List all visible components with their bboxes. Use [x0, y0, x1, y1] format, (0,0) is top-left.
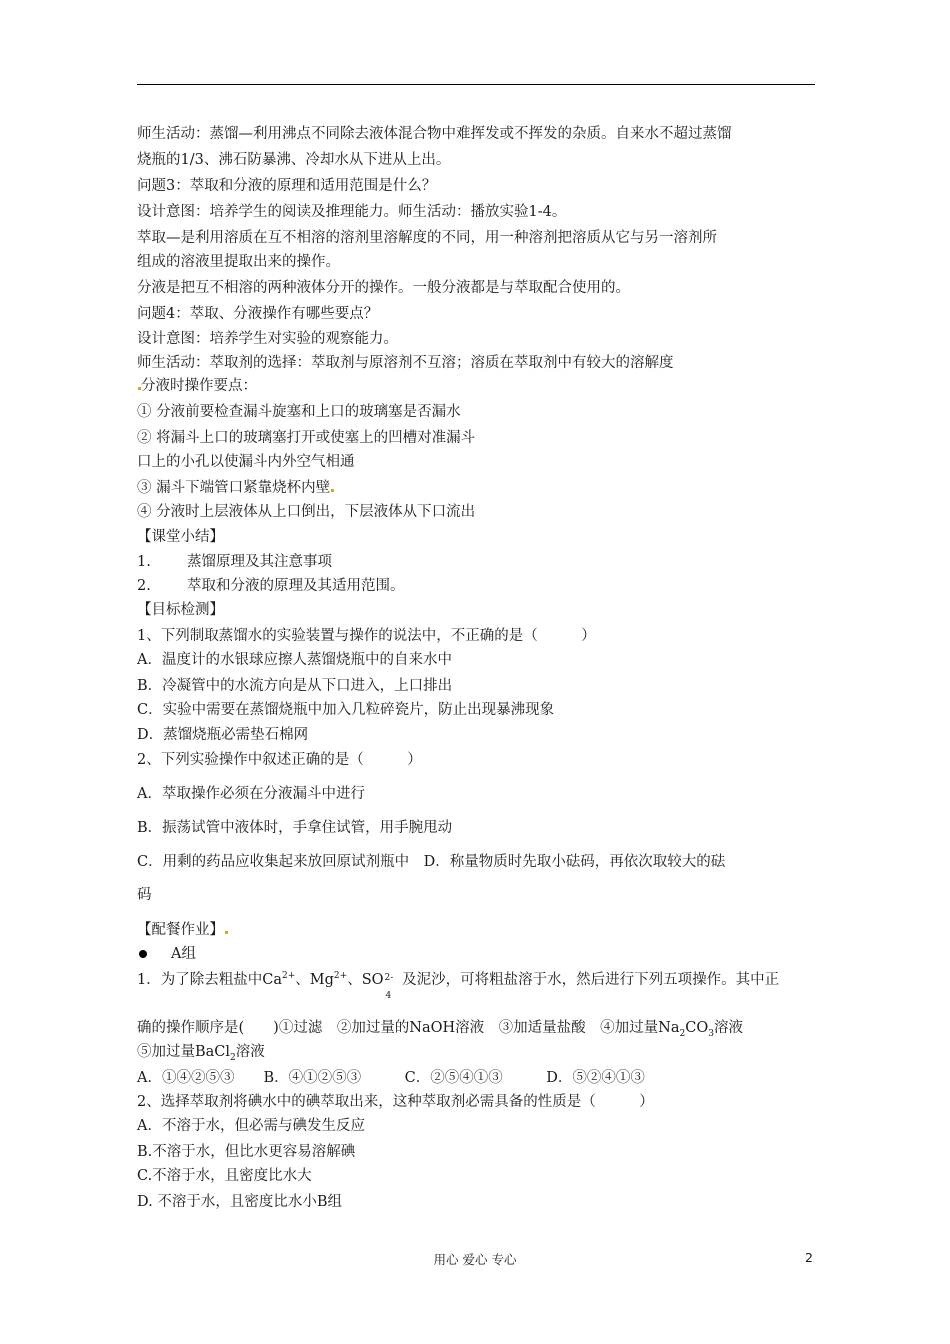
text-line: 设计意图：培养学生对实验的观察能力。 [137, 331, 398, 347]
list-item: 1. 蒸馏原理及其注意事项 [137, 554, 332, 570]
option: A．萃取操作必须在分液漏斗中进行 [137, 786, 365, 802]
text-line: 萃取—是利用溶质在互不相溶的溶剂里溶解度的不同，用一种溶剂把溶质从它与另一溶剂所 [137, 230, 717, 246]
text-line: 确的操作顺序是( )①过滤 ②加过量的NaOH溶液 ③加适量盐酸 ④加过量$Na_2CO_3$溶液 [137, 1020, 743, 1039]
page-number: 2 [805, 1250, 813, 1265]
question: 2、选择萃取剂将碘水中的碘萃取出来，这种萃取剂必需具备的性质是（ ） [137, 1094, 654, 1110]
text-line: 设计意图：培养学生的阅读及推理能力。师生活动：播放实验1-4。 [137, 204, 567, 220]
question: 1、下列制取蒸馏水的实验装置与操作的说法中，不正确的是（ ） [137, 628, 596, 644]
option: D．蒸馏烧瓶必需垫石棉网 [137, 727, 309, 743]
option: C.不溶于水，且密度比水大 [137, 1168, 312, 1184]
text-line: ⑤加过量BaCl$_2$溶液 [137, 1044, 265, 1063]
section-heading: 【课堂小结】 [137, 529, 224, 545]
small-dot-mark [225, 931, 228, 934]
list-item: ② 将漏斗上口的玻璃塞打开或使塞上的凹槽对准漏斗 [137, 430, 476, 446]
option: B.不溶于水，但比水更容易溶解碘 [137, 1144, 356, 1160]
option: C．用剩的药品应收集起来放回原试剂瓶中 D．称量物质时先取小砝码，再依次取较大的砝 [137, 854, 726, 870]
text-line: 烧瓶的1/3、沸石防暴沸、冷却水从下进从上出。 [137, 152, 451, 168]
text-line: 组成的溶液里提取出来的操作。 [137, 254, 340, 270]
text-line: 问题4：萃取、分液操作有哪些要点？ [137, 306, 379, 322]
text-line: 码 [137, 887, 152, 903]
text-line: 师生活动：萃取剂的选择：萃取剂与原溶剂不互溶；溶质在萃取剂中有较大的溶解度 [137, 355, 674, 371]
list-item: 2. 萃取和分液的原理及其适用范围。 [137, 578, 405, 594]
list-item: ① 分液前要检查漏斗旋塞和上口的玻璃塞是否漏水 [137, 404, 461, 420]
option: C．实验中需要在蒸馏烧瓶中加入几粒碎瓷片，防止出现暴沸现象 [137, 702, 555, 718]
list-item: ④ 分液时上层液体从上口倒出，下层液体从下口流出 [137, 504, 476, 520]
question: 1．为了除去粗盐中$Ca^{2+}$、$Mg^{2+}$、SO 2- 4 及泥沙，可将粗盐溶于水，然后进行下列五项操作。其中正 [137, 971, 780, 1001]
list-item: 口上的小孔以使漏斗内外空气相通 [137, 454, 355, 470]
page-footer: 用心 爱心 专心 [433, 1252, 517, 1267]
text-line: 师生活动：蒸馏—利用沸点不同除去液体混合物中难挥发或不挥发的杂质。自来水不超过蒸馏 [137, 126, 732, 142]
option: A．不溶于水，但必需与碘发生反应 [137, 1118, 365, 1134]
option: A．温度计的水银球应擦人蒸馏烧瓶中的自来水中 [137, 652, 452, 668]
option: B．冷凝管中的水流方向是从下口进入，上口排出 [137, 678, 453, 694]
header-rule [137, 84, 815, 85]
list-item: ③ 漏斗下端管口紧靠烧杯内壁 [137, 478, 334, 498]
small-dot-mark [331, 489, 334, 492]
option: D. 不溶于水，且密度比水小B组 [137, 1194, 342, 1210]
section-heading: 【目标检测】 [137, 602, 224, 618]
text-line: 问题3：萃取和分液的原理和适用范围是什么？ [137, 178, 437, 194]
filled-circle-icon [139, 950, 147, 958]
text-line: 分液是把互不相溶的两种液体分开的操作。一般分液都是与萃取配合使用的。 [137, 280, 630, 296]
text-line: 分液时操作要点： [137, 376, 257, 396]
section-heading: 【配餐作业】 [137, 920, 228, 940]
group-heading: A组 [137, 944, 196, 964]
question: 2、下列实验操作中叙述正确的是（ ） [137, 752, 422, 768]
option: B．振荡试管中液体时，手拿住试管，用手腕甩动 [137, 820, 453, 836]
option: A．①④②⑤③ B．④①②⑤③ C．②⑤④①③ D．⑤②④①③ [137, 1070, 645, 1086]
